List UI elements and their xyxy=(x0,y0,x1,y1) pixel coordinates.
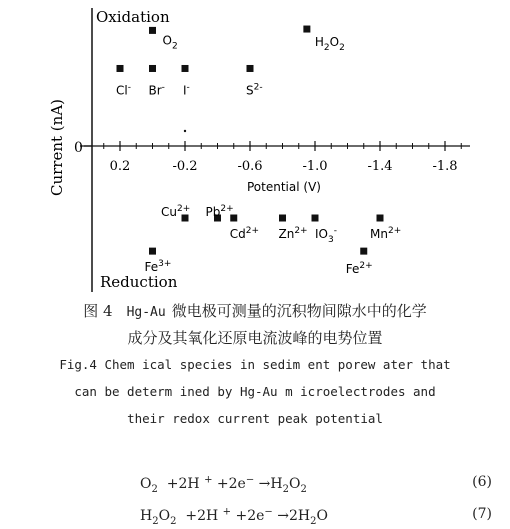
caption-en-line2: can be determ ined by Hg-Au m icroelectrodes and xyxy=(74,384,436,399)
equation-6-body: $O_2 +2H$ $^+ +2e^- \to H_2O_2$ xyxy=(140,474,307,495)
point-label: $Pb^{2+}$ xyxy=(205,204,234,219)
point-label: $Zn^{2+}$ xyxy=(278,226,308,241)
equation-6-number: (6) xyxy=(472,474,492,490)
caption-cn-line1 xyxy=(0,300,510,321)
point-marker xyxy=(149,27,156,34)
point-label: Cl- xyxy=(116,82,131,98)
x-tick-label: -1.8 xyxy=(432,159,458,174)
chart-points xyxy=(117,26,384,255)
point-label: $O_2$ xyxy=(162,33,178,52)
x-tick-label: -0.6 xyxy=(237,159,263,174)
point-marker xyxy=(279,215,286,222)
point-marker xyxy=(360,248,367,255)
equation-7 xyxy=(140,506,510,526)
caption-en-line3: their redox current peak potential xyxy=(127,411,383,426)
point-label: $IO_3^-$ xyxy=(315,226,337,245)
caption-hg-au: Hg-Au xyxy=(126,305,166,320)
reduction-label: Reduction xyxy=(100,273,178,291)
x-tick-label: -0.2 xyxy=(172,159,198,174)
point-marker xyxy=(182,65,189,72)
point-marker xyxy=(149,248,156,255)
oxidation-label: Oxidation xyxy=(96,8,170,26)
caption-en-line1: Fig.4 Chem ical species in sedim ent porew ater that xyxy=(59,357,451,372)
point-marker xyxy=(312,215,319,222)
equation-7-number: (7) xyxy=(472,506,492,522)
chart-axes xyxy=(80,8,470,292)
equation-6 xyxy=(140,474,510,494)
point-marker xyxy=(117,65,124,72)
point-label: $Fe^{2+}$ xyxy=(345,261,373,277)
caption-cn-line2: 成分及其氧化还原电流波峰的电势位置 xyxy=(127,329,383,347)
x-axis-label: Potential (V) xyxy=(247,180,321,194)
x-tick-label: -1.0 xyxy=(302,159,328,174)
point-label: $H_2O_2$ xyxy=(314,35,345,54)
y-zero-label: 0 xyxy=(74,140,83,156)
point-marker xyxy=(149,65,156,72)
point-label: $Mn^{2+}$ xyxy=(370,226,402,241)
point-label: $S^{2-}$ xyxy=(246,82,263,98)
point-label: Br- xyxy=(148,82,165,98)
point-marker xyxy=(247,65,254,72)
point-marker xyxy=(377,215,384,222)
point-label: $Cd^{2+}$ xyxy=(229,226,260,241)
caption-cn-text1: 微电极可测量的沉积物间隙水中的化学 xyxy=(171,302,427,320)
point-marker xyxy=(182,215,189,222)
point-marker xyxy=(230,215,237,222)
point-label: $Fe^{3+}$ xyxy=(144,259,172,275)
point-marker xyxy=(303,26,310,33)
point-label: I- xyxy=(183,82,190,98)
x-tick-label: 0.2 xyxy=(109,159,131,174)
chart-point-labels xyxy=(116,33,401,276)
equation-7-body: $H_2O_2 +2H$ $^+ +2e^- \to 2H_2O$ xyxy=(140,506,328,527)
y-axis-label: Current (nA) xyxy=(48,98,66,196)
x-tick-label: -1.4 xyxy=(367,159,393,174)
figure-number: 图 4 xyxy=(83,302,113,320)
point-label: $Cu^{2+}$ xyxy=(161,204,191,219)
axis-dot xyxy=(184,130,186,132)
